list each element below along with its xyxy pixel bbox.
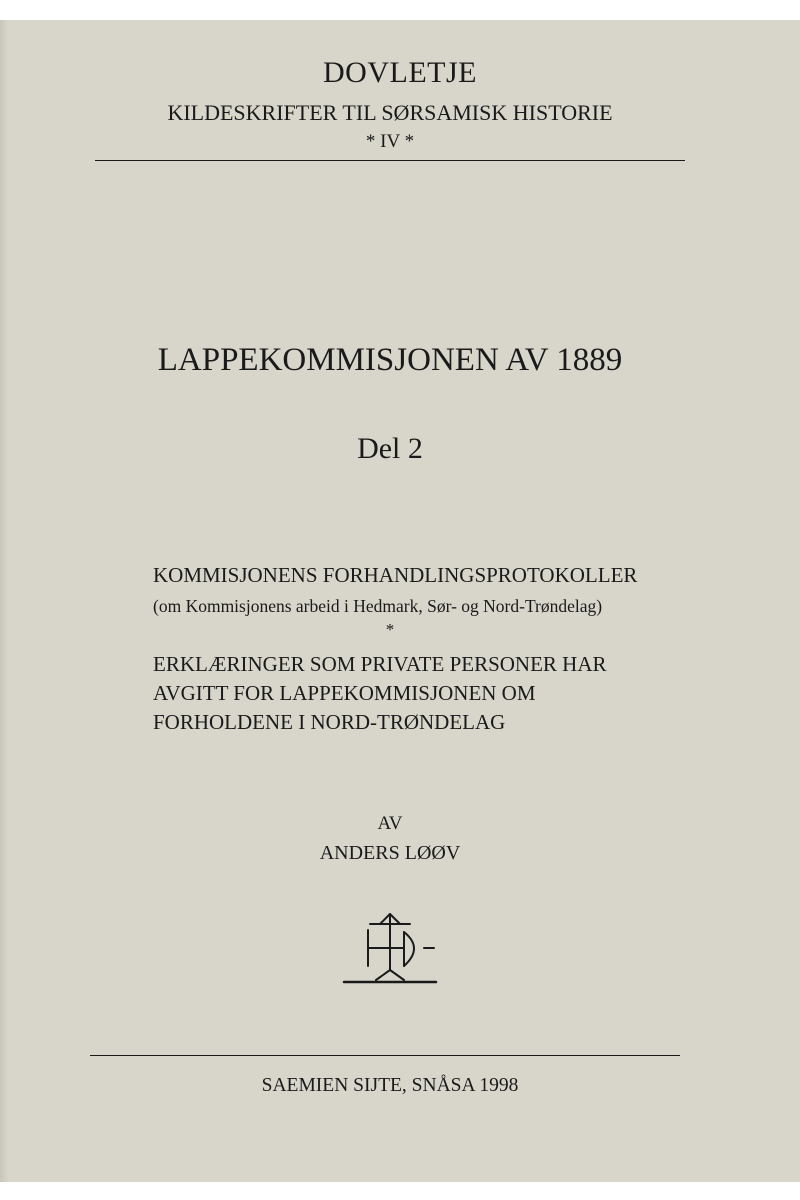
section1-subtitle: (om Kommisjonens arbeid i Hedmark, Sør- og Nord-Trøndelag) [153,596,603,616]
section-separator: * [385,620,395,639]
series-number: * IV * [365,131,415,152]
series-title: DOVLETJE [323,56,477,89]
section2-title [153,650,713,737]
part-label: Del 2 [357,432,423,465]
author-name: ANDERS LØØV [319,842,461,864]
top-divider [95,160,685,161]
section2-line: FORHOLDENE I NORD-TRØNDELAG [153,710,506,734]
book-cover [0,20,800,1182]
sami-symbol-icon [338,908,442,986]
section2-line: ERKLÆRINGER SOM PRIVATE PERSONER HAR [153,652,607,676]
main-title: LAPPEKOMMISJONEN AV 1889 [157,342,623,378]
section2-line: AVGITT FOR LAPPEKOMMISJONEN OM [153,681,536,705]
bottom-divider [90,1055,680,1056]
author-by: AV [377,813,403,834]
publisher-line: SAEMIEN SIJTE, SNÅSA 1998 [261,1075,519,1096]
section1-title: KOMMISJONENS FORHANDLINGSPROTOKOLLER [153,563,638,587]
series-subtitle: KILDESKRIFTER TIL SØRSAMISK HISTORIE [167,100,613,125]
